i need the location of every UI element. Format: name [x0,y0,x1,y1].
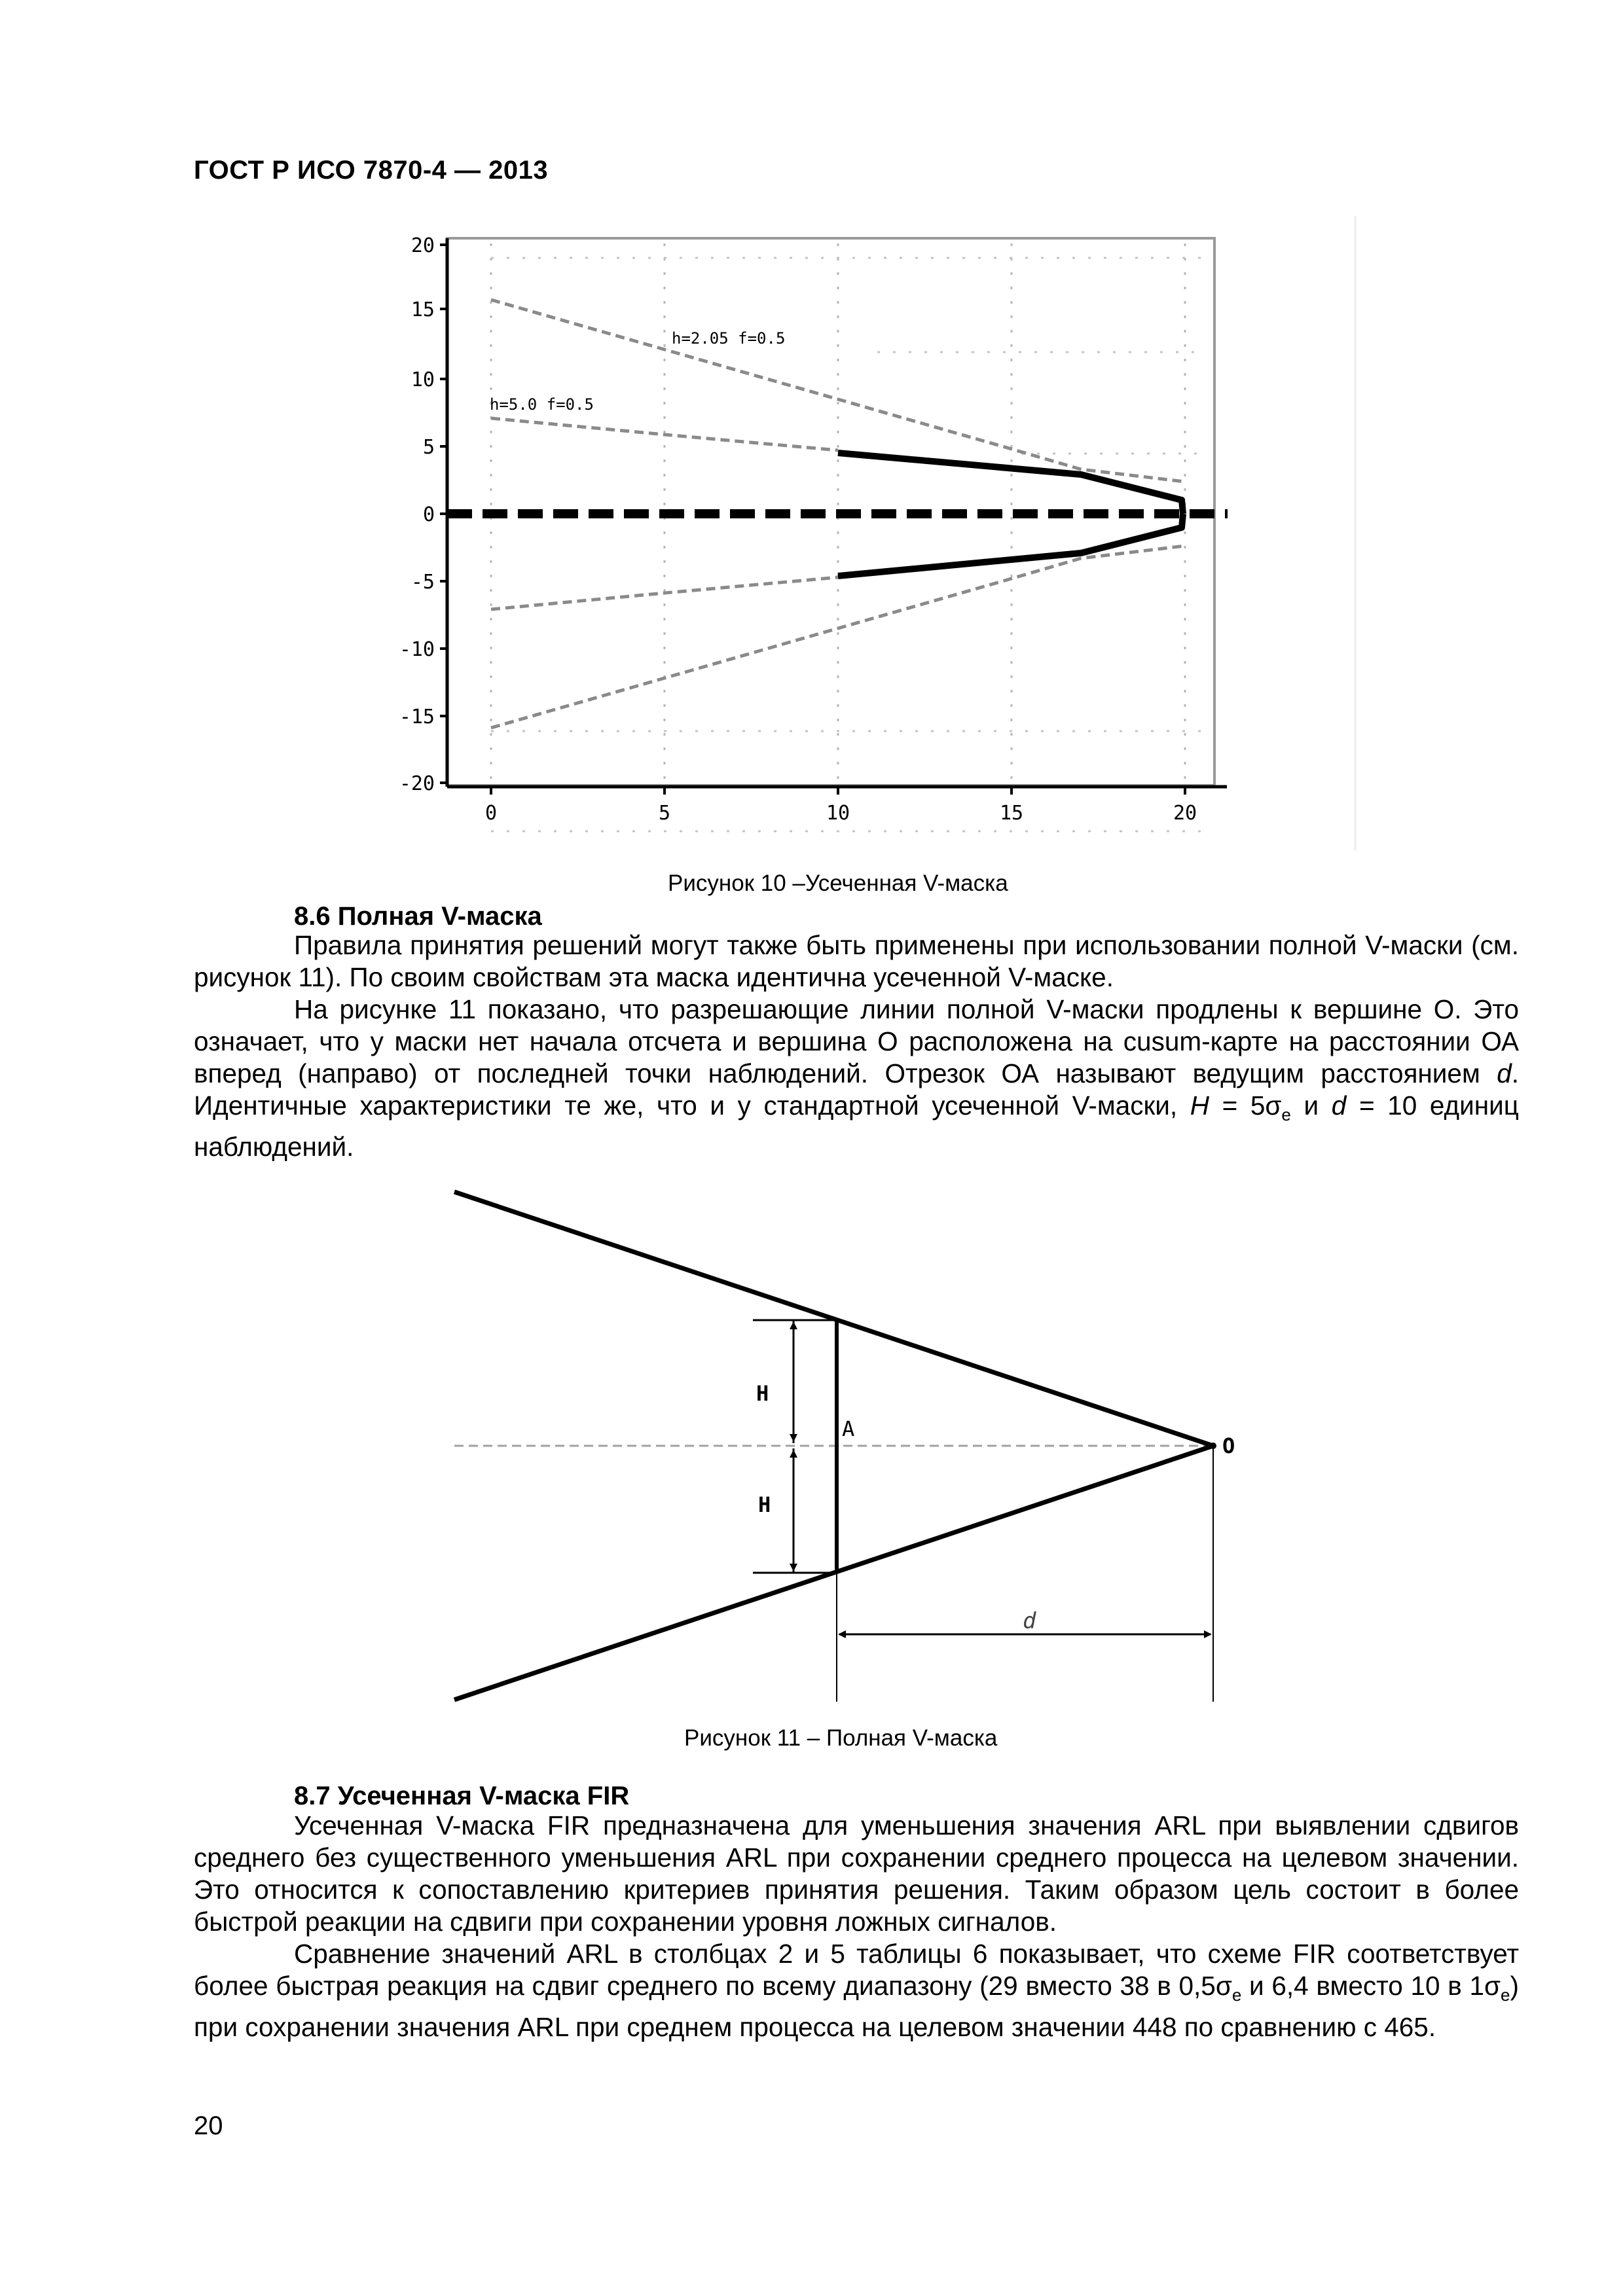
svg-text:20: 20 [1173,802,1197,825]
paragraph-text: На рисунке 11 показано, что разрешающие линии полной V-маски продлены к вершине O. Это означает, что у маски нет начала отсчета и вершина O расположена на cusum-карте на расстоянии ОА вперед (направо) от последней точки наблюдений. Отрезок ОА называют ведущим расстоянием [194,994,1519,1088]
svg-text:0: 0 [484,802,498,825]
section-8-6-title: 8.6 Полная V-маска [294,902,542,931]
svg-text:-5: -5 [410,571,435,594]
svg-text:-10: -10 [399,638,435,661]
figure-10-caption: Рисунок 10 –Усеченная V-маска [668,870,1008,896]
paragraph-text: и 6,4 вместо 10 в 1σ [1241,1971,1501,2001]
annotation-h2-05: h=2.05 f=0.5 [672,329,786,348]
svg-text:5: 5 [658,802,671,825]
upper-arm [454,1192,1213,1446]
svg-text:-20: -20 [399,772,435,795]
label-O: O [1222,1433,1235,1458]
annotation-h5-0: h=5.0 f=0.5 [490,395,594,414]
paragraph-text: и [1290,1090,1332,1121]
svg-text:15: 15 [410,298,435,321]
variable-d: d [1497,1058,1512,1088]
label-d: d [1023,1608,1036,1634]
section-8-7-paragraph-1 [194,1810,1519,1938]
label-H-upper: H [756,1381,769,1406]
svg-text:0: 0 [422,503,435,526]
paragraph-text: = 10 единиц наблюдений. [194,1090,1519,1162]
section-8-7-paragraph-2 [194,1938,1519,2043]
subscript-e: e [1501,1985,1510,2005]
variable-d: d [1331,1090,1347,1121]
document-header: ГОСТ Р ИСО 7870-4 — 2013 [194,156,549,185]
paragraph-text: . Идентичные характеристики те же, что и у стандартной усеченной V-маски, [194,1058,1519,1121]
paragraph-text: Усеченная V-маска FIR предназначена для уменьшения значения ARL при выявлении сдвигов среднего без существенного уменьшения ARL при сохранении среднего процесса на целевом значении. Это относится к сопоставлению критериев принятия решения. Таким образом цель состоит в более быстрой реакции на сдвиги при сохранении уровня ложных сигналов. [194,1810,1519,1937]
svg-text:-15: -15 [399,706,435,728]
paragraph-text: Правила принятия решений могут также быть применены при использовании полной V-маски (см. рисунок 11). По своим свойствам эта маска идентична усеченной V-маске. [194,930,1519,992]
label-A: A [842,1416,855,1441]
label-H-lower: H [758,1492,771,1517]
vertex-O-point [1210,1443,1216,1449]
svg-text:5: 5 [422,436,435,459]
paragraph-text: = 5σ [1209,1090,1282,1121]
subscript-e: e [1281,1105,1291,1125]
svg-text:15: 15 [999,802,1024,825]
svg-text:20: 20 [410,234,435,257]
subscript-e: e [1231,1985,1242,2005]
section-8-7-title: 8.7 Усеченная V-маска FIR [294,1782,630,1810]
svg-text:10: 10 [410,368,435,391]
figure-11-caption: Рисунок 11 – Полная V-маска [684,1725,998,1751]
paragraph-text: ) при сохранении значения ARL при среднем процесса на целевом значении 448 по сравнению с 465. [194,1971,1520,2043]
page-number: 20 [194,2111,223,2140]
paragraph-text: Сравнение значений ARL в столбцах 2 и 5 таблицы 6 показывает, что схеме FIR соответствует более быстрая реакция на сдвиг среднего по всему диапазону (29 вместо 38 в 0,5σ [194,1939,1519,2001]
variable-H: H [1190,1090,1209,1121]
svg-text:10: 10 [826,802,850,825]
